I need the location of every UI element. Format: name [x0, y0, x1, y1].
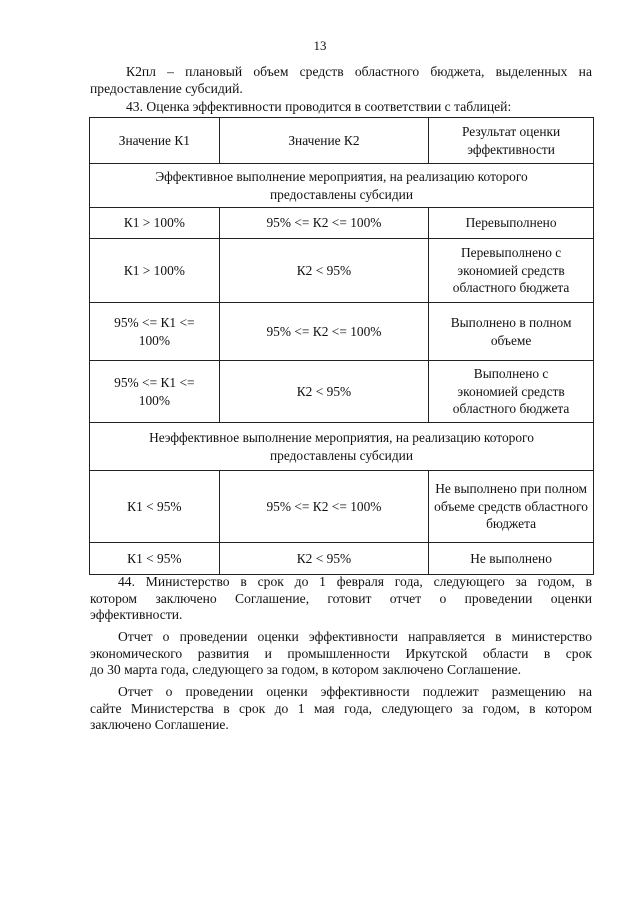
cell-result: Не выполнено при полном объеме средств областного бюджета [429, 471, 594, 543]
cell-result: Выполнено с экономией средств областного бюджета [429, 361, 594, 423]
text-line: котором заключено Соглашение, готовит отчет о проведении оценки [90, 590, 592, 606]
page-number: 13 [313, 38, 327, 53]
cell-k1: 95% <= К1 <= 100% [90, 303, 220, 361]
table-row [90, 239, 594, 303]
cell-k1: К1 > 100% [90, 239, 220, 303]
text-line: Отчет о проведении оценки эффективности направляется в министерство [118, 629, 592, 644]
cell-result: Выполнено в полном объеме [429, 303, 594, 361]
cell-k2: 95% <= К2 <= 100% [219, 303, 428, 361]
paragraph-k2pl-definition [90, 64, 592, 97]
section-effective-label: Эффективное выполнение мероприятия, на реализацию которого предоставлены субсидии [90, 164, 594, 208]
text-line: эффективности. [90, 607, 183, 622]
table-row [90, 471, 594, 543]
section-row-effective [90, 164, 594, 208]
cell-k2: К2 < 95% [219, 543, 428, 575]
header-result: Результат оценки эффективности [429, 118, 594, 164]
cell-k2: 95% <= К2 <= 100% [219, 471, 428, 543]
cell-k1: К1 < 95% [90, 471, 220, 543]
text-line: К2пл – плановый объем средств областного бюджета, выделенных на [126, 64, 592, 79]
section-row-ineffective [90, 423, 594, 471]
cell-k1: 95% <= К1 <= 100% [90, 361, 220, 423]
paragraph-44 [90, 574, 592, 624]
header-k2: Значение К2 [219, 118, 428, 164]
table-row [90, 208, 594, 239]
cell-k2: К2 < 95% [219, 239, 428, 303]
cell-k1: К1 < 95% [90, 543, 220, 575]
cell-k2: 95% <= К2 <= 100% [219, 208, 428, 239]
text-line: до 30 марта года, следующего за годом, в котором заключено Соглашение. [90, 662, 522, 677]
cell-k2: К2 < 95% [219, 361, 428, 423]
efficiency-table [89, 117, 594, 575]
table-row [90, 543, 594, 575]
text-line: сайте Министерства в срок до 1 мая года, следующего за годом, в котором [90, 700, 592, 716]
header-k1: Значение К1 [90, 118, 220, 164]
cell-k1: К1 > 100% [90, 208, 220, 239]
text-line: Отчет о проведении оценки эффективности подлежит размещению на [118, 684, 592, 699]
cell-result: Перевыполнено с экономией средств областного бюджета [429, 239, 594, 303]
paragraph-report-submission [90, 629, 592, 679]
section-ineffective-label: Неэффективное выполнение мероприятия, на реализацию которого предоставлены субсидии [90, 423, 594, 471]
table-row [90, 361, 594, 423]
paragraph-report-publication [90, 684, 592, 734]
table-header-row [90, 118, 594, 164]
table-row [90, 303, 594, 361]
text-line: заключено Соглашение. [90, 717, 229, 732]
text-line: предоставление субсидий. [90, 80, 243, 96]
cell-result: Не выполнено [429, 543, 594, 575]
cell-result: Перевыполнено [429, 208, 594, 239]
text-line: 44. Министерство в срок до 1 февраля года, следующего за годом, в [118, 574, 592, 589]
paragraph-43: 43. Оценка эффективности проводится в соответствии с таблицей: [126, 99, 512, 114]
text-line: экономического развития и промышленности Иркутской области в срок [90, 645, 592, 661]
